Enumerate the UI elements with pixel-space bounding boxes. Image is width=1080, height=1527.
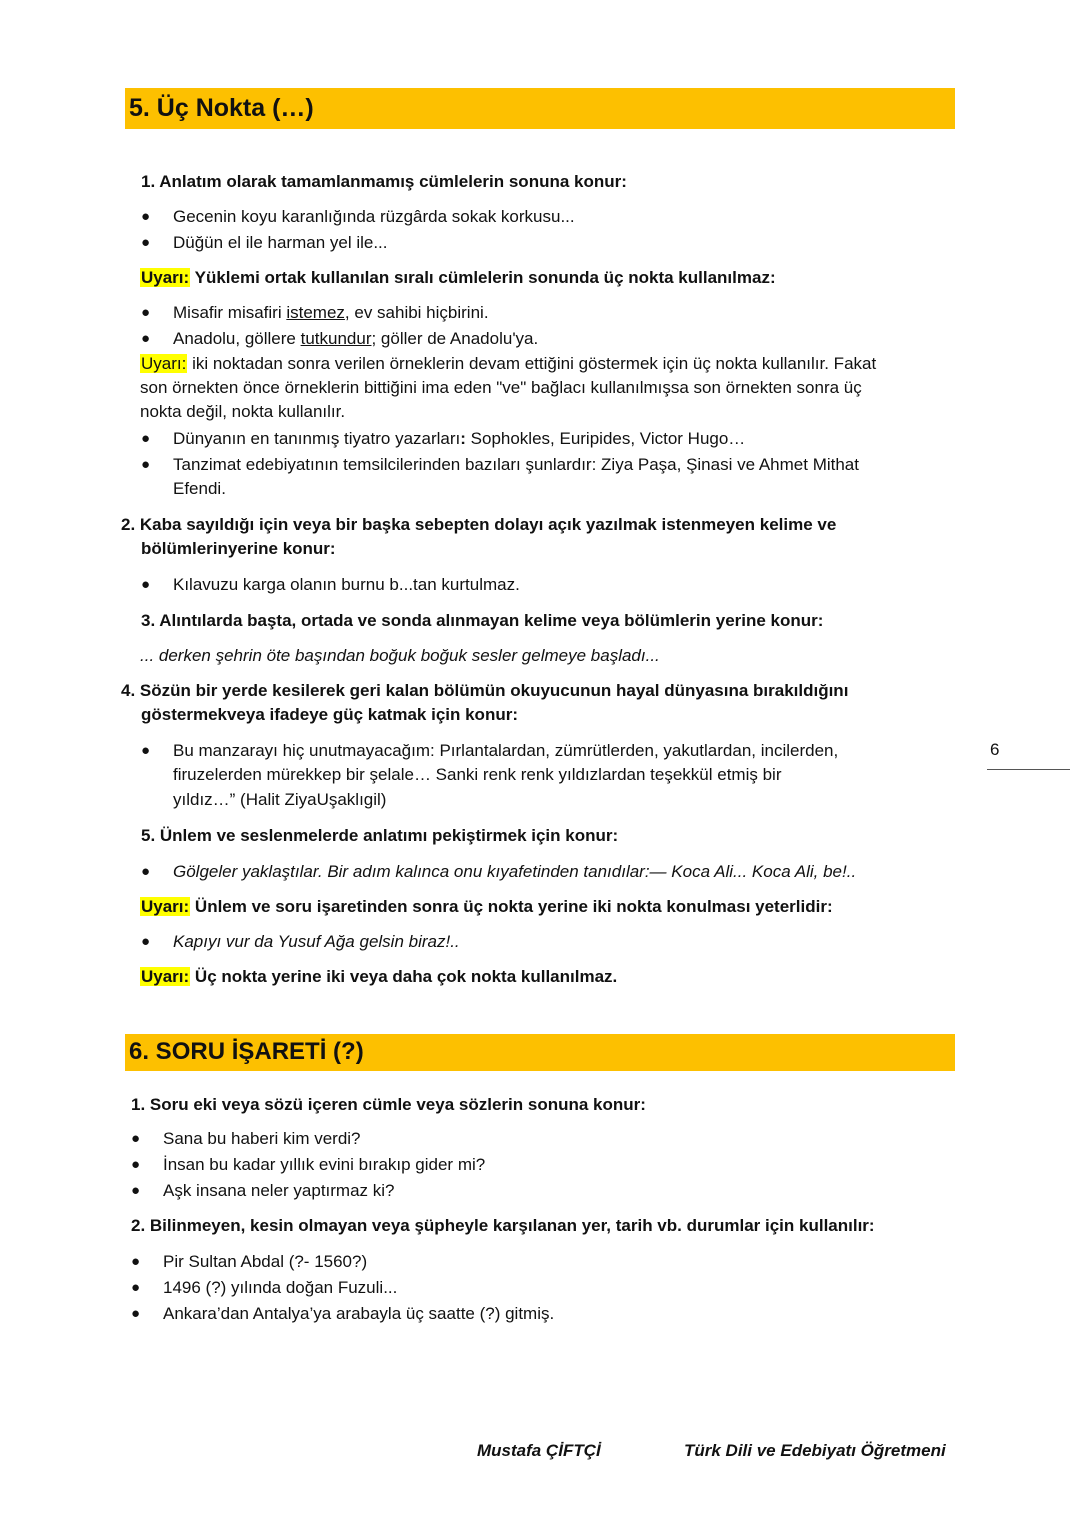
s5-rule-2-line-1: 2. Kaba sayıldığı için veya bir başka sebepten dolayı açık yazılmak istenmeyen kelime ve — [121, 515, 837, 534]
warning-label: Uyarı: — [141, 268, 190, 287]
s5-rule-4-line-2: göstermekveya ifadeye güç katmak için konur: — [141, 705, 518, 724]
s5-rule-5-item: Gölgeler yaklaştılar. Bir adım kalınca onu kıyafetinden tanıdılar:— Koca Ali... Koca Ali, be!.. — [173, 862, 857, 881]
section-5-header-bar — [125, 88, 955, 129]
warning-1-text: Yüklemi ortak kullanılan sıralı cümlelerin sonunda üç nokta kullanılmaz: — [194, 268, 776, 287]
s5-rule-4-item-line-1: Bu manzarayı hiç unutmayacağım: Pırlantalardan, zümrütlerden, yakutlardan, incilerden, — [173, 741, 839, 760]
s6-rule-2-item-2: 1496 (?) yılında doğan Fuzuli... — [163, 1278, 398, 1297]
bullet-icon: ● — [141, 430, 151, 447]
s6-rule-1-item-3: Aşk insana neler yaptırmaz ki? — [163, 1181, 395, 1200]
s5-example-2: Anadolu, göllere tutkundur; göller de Anadolu'ya. — [173, 329, 539, 348]
bullet-icon: ● — [141, 576, 151, 593]
s5-example-3: Dünyanın en tanınmış tiyatro yazarları: Sophokles, Euripides, Victor Hugo… — [173, 429, 746, 448]
s5-example-4-line-1: Tanzimat edebiyatının temsilcilerinden bazıları şunlardır: Ziya Paşa, Şinasi ve Ahmet Mithat — [173, 455, 859, 474]
s5-rule-2-item: Kılavuzu karga olanın burnu b...tan kurtulmaz. — [173, 575, 520, 594]
bullet-icon: ● — [131, 1279, 141, 1296]
s5-warning-2-line-1: Uyarı: iki noktadan sonra verilen örneklerin devam ettiğini göstermek için üç nokta kullanılır. Fakat — [141, 354, 877, 373]
s5-rule-2-line-2: bölümlerinyerine konur: — [141, 539, 336, 558]
warning-label: Uyarı: — [141, 897, 190, 916]
page-number-rule — [987, 769, 1070, 770]
s6-rule-2-item-3: Ankara’dan Antalya’ya arabayla üç saatte (?) gitmiş. — [163, 1304, 555, 1323]
bullet-icon: ● — [141, 742, 151, 759]
s6-rule-1: 1. Soru eki veya sözü içeren cümle veya sözlerin sonuna konur: — [131, 1095, 646, 1114]
section-6-title: 6. SORU İŞARETİ (?) — [129, 1038, 364, 1065]
s5-rule-3: 3. Alıntılarda başta, ortada ve sonda alınmayan kelime veya bölümlerin yerine konur: — [141, 611, 824, 630]
s5-rule-3-example: ... derken şehrin öte başından boğuk boğuk sesler gelmeye başladı... — [140, 646, 660, 665]
bullet-icon: ● — [141, 933, 151, 950]
footer-author: Mustafa ÇİFTÇİ — [477, 1441, 601, 1460]
s5-warning-3-item: Kapıyı vur da Yusuf Ağa gelsin biraz!.. — [173, 932, 460, 951]
s5-warning-1 — [140, 267, 776, 289]
bullet-icon: ● — [131, 1253, 141, 1270]
s6-rule-1-item-1: Sana bu haberi kim verdi? — [163, 1129, 361, 1148]
warning-label: Uyarı: — [141, 967, 190, 986]
s5-rule-5: 5. Ünlem ve seslenmelerde anlatımı pekiştirmek için konur: — [141, 826, 619, 845]
s6-rule-1-item-2: İnsan bu kadar yıllık evini bırakıp gider mi? — [163, 1155, 486, 1174]
underlined-verb: istemez — [286, 303, 345, 322]
bullet-icon: ● — [141, 304, 151, 321]
s6-rule-2: 2. Bilinmeyen, kesin olmayan veya şüpheyle karşılanan yer, tarih vb. durumlar için kullanılır: — [131, 1216, 875, 1235]
s6-rule-2-item-1: Pir Sultan Abdal (?- 1560?) — [163, 1252, 368, 1271]
bullet-icon: ● — [141, 863, 151, 880]
warning-label: Uyarı: — [141, 354, 187, 373]
bullet-icon: ● — [131, 1305, 141, 1322]
s5-rule-4-item-line-3: yıldız…” (Halit ZiyaUşaklıgil) — [173, 790, 387, 809]
s5-warning-3: Uyarı: Ünlem ve soru işaretinden sonra üç nokta yerine iki nokta konulması yeterlidir: — [141, 897, 833, 916]
s5-warning-2-line-3: nokta değil, nokta kullanılır. — [140, 402, 346, 421]
section-5-title: 5. Üç Nokta (…) — [129, 94, 314, 122]
bullet-icon: ● — [141, 208, 151, 225]
s5-example-4-line-2: Efendi. — [173, 479, 226, 498]
bullet-icon: ● — [141, 330, 151, 347]
section-6-header-bar — [125, 1034, 955, 1071]
s5-rule-1-item-2: Düğün el ile harman yel ile... — [173, 233, 388, 252]
s5-rule-1: 1. Anlatım olarak tamamlanmamış cümlelerin sonuna konur: — [141, 172, 627, 191]
page-number: 6 — [990, 740, 1000, 759]
s5-rule-4-item-line-2: firuzelerden mürekkep bir şelale… Sanki renk renk yıldızlardan teşekkül etmiş bir — [173, 765, 782, 784]
s5-example-1: Misafir misafiri istemez, ev sahibi hiçbirini. — [173, 303, 489, 322]
s5-warning-4: Uyarı: Üç nokta yerine iki veya daha çok nokta kullanılmaz. — [141, 967, 618, 986]
s5-warning-2-line-2: son örnekten önce örneklerin bittiğini ima eden "ve" bağlacı kullanılmışsa son örnekten sonra üç — [140, 378, 862, 397]
s5-rule-4-line-1: 4. Sözün bir yerde kesilerek geri kalan bölümün okuyucunun hayal dünyasına bırakıldığını — [121, 681, 849, 700]
bullet-icon: ● — [131, 1156, 141, 1173]
footer-role: Türk Dili ve Edebiyatı Öğretmeni — [684, 1441, 946, 1460]
bullet-icon: ● — [131, 1130, 141, 1147]
bullet-icon: ● — [141, 234, 151, 251]
s5-rule-1-item-1: Gecenin koyu karanlığında rüzgârda sokak korkusu... — [173, 207, 575, 226]
bullet-icon: ● — [141, 456, 151, 473]
bullet-icon: ● — [131, 1182, 141, 1199]
underlined-verb: tutkundur — [300, 329, 372, 348]
